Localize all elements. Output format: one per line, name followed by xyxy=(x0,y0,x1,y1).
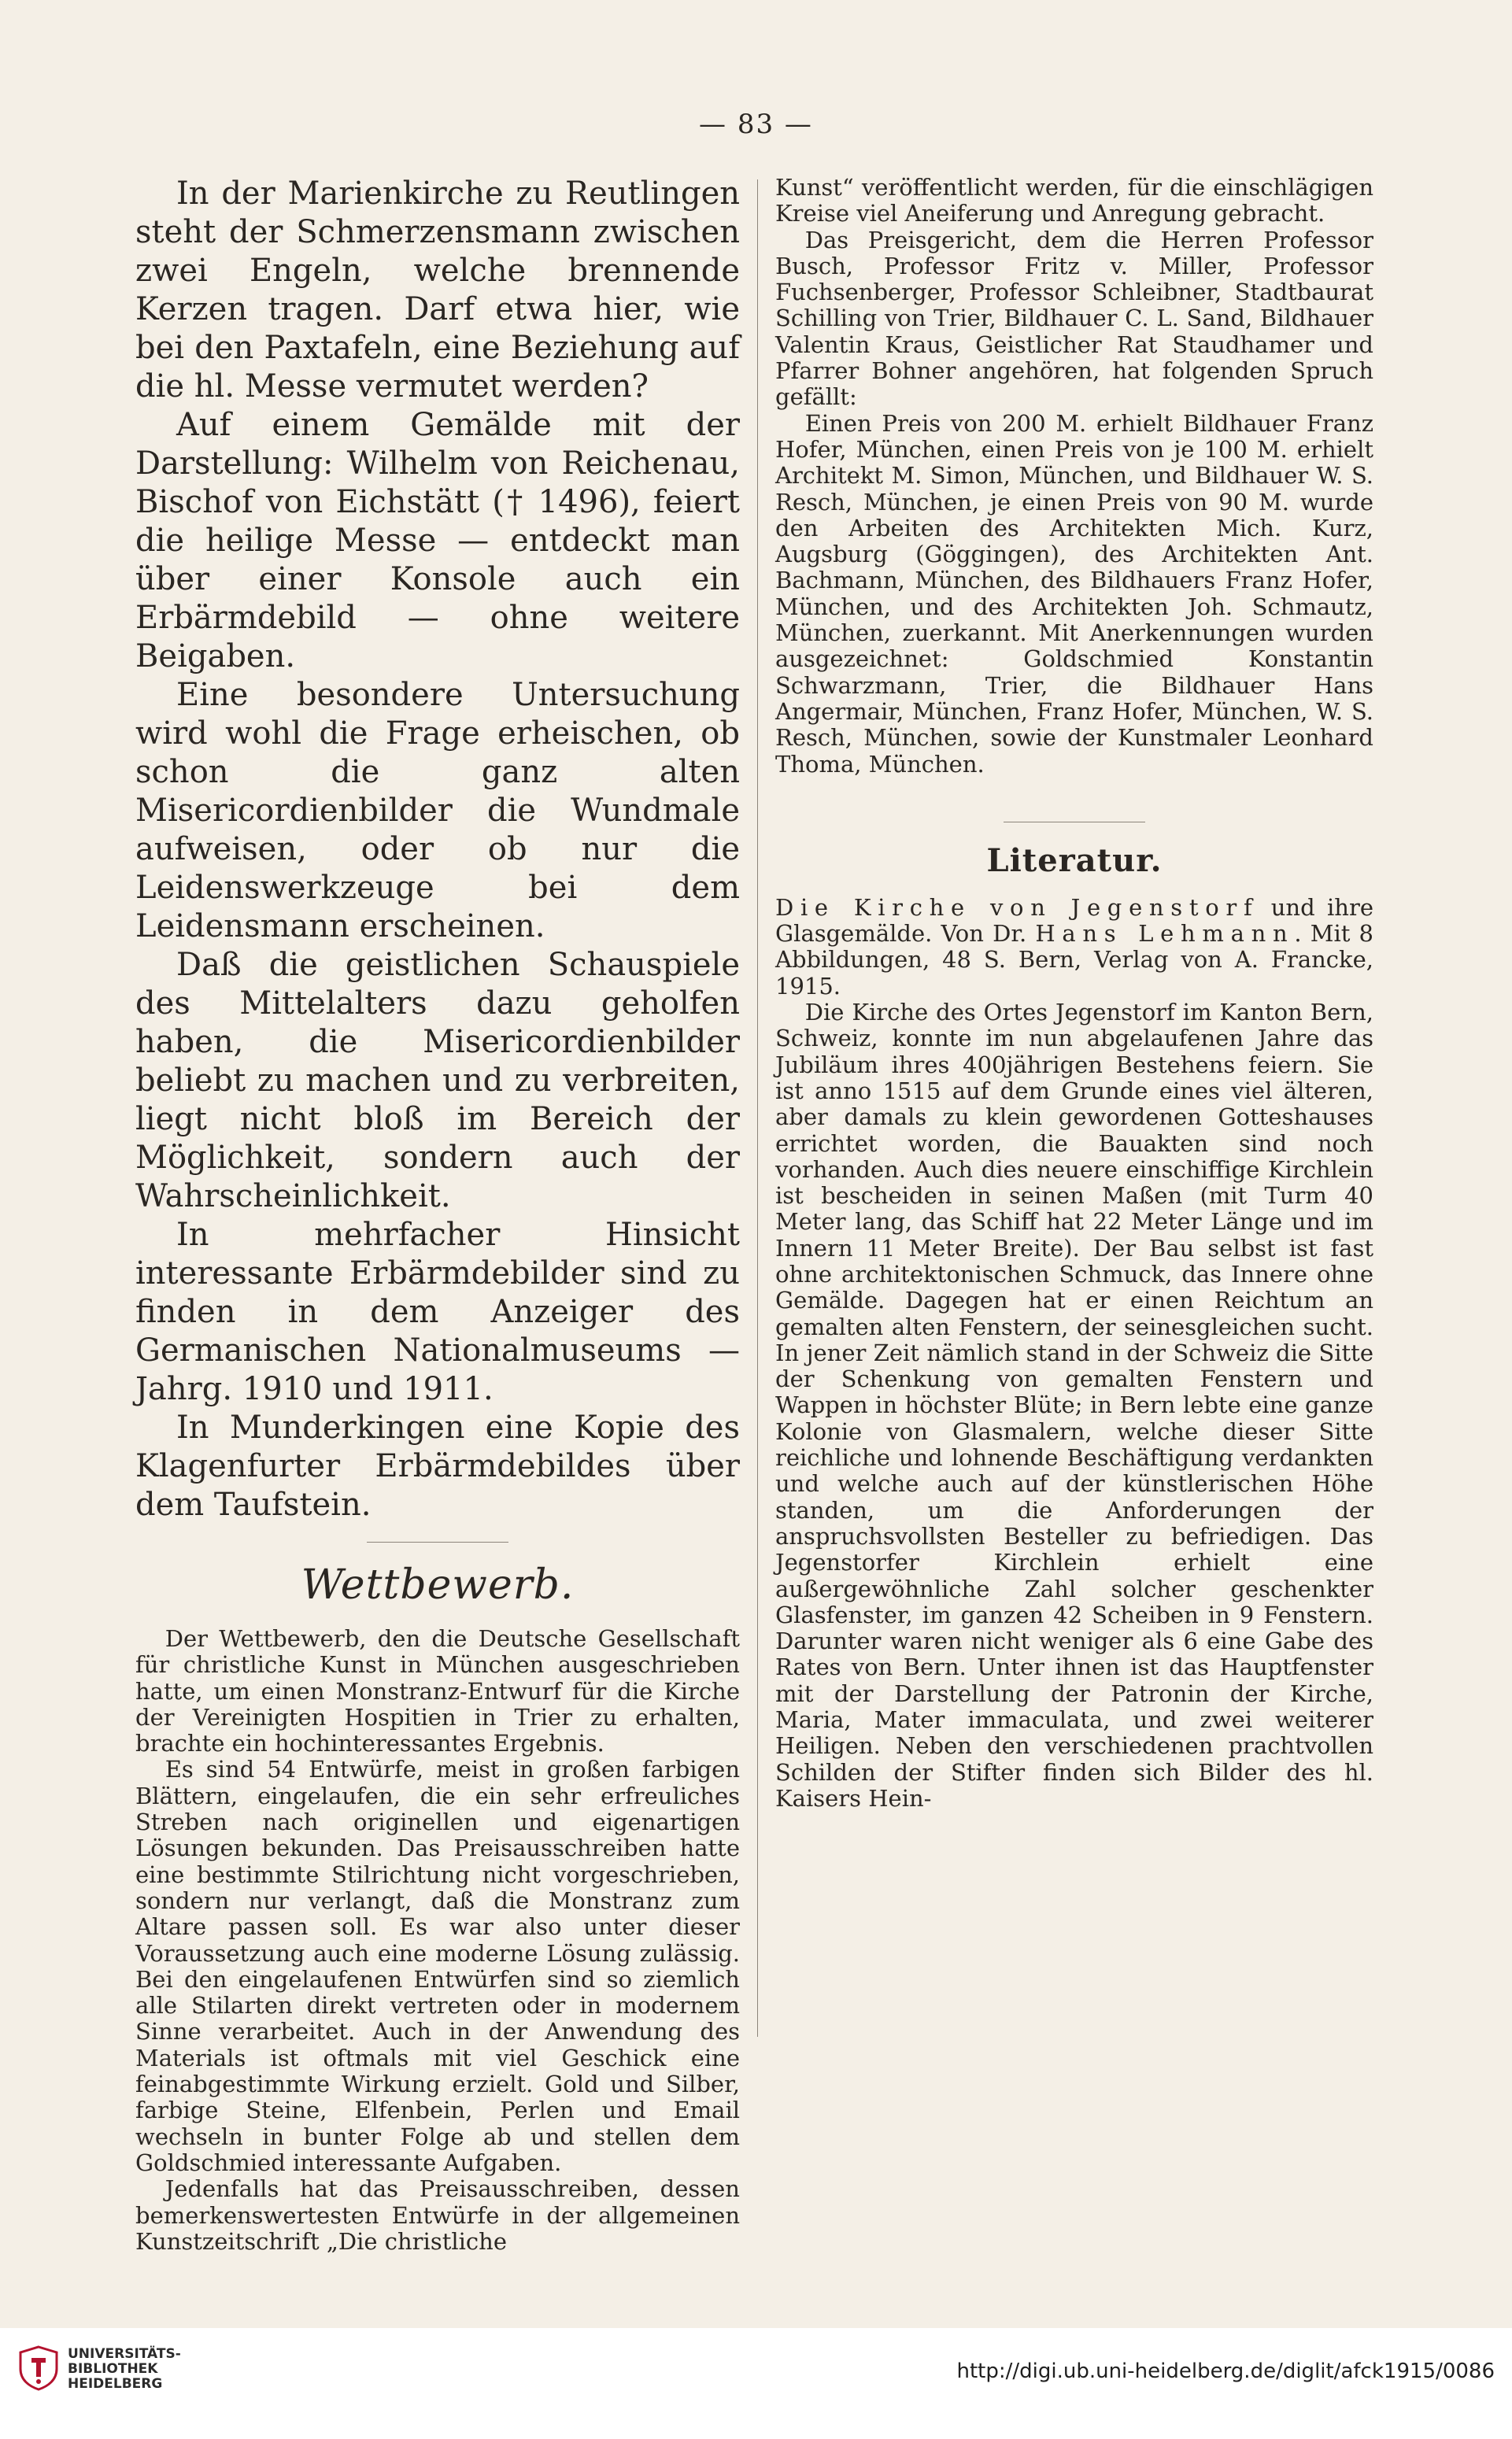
institution-line: HEIDELBERG xyxy=(68,2376,163,2392)
paragraph: Kunst“ veröffentlicht werden, für die einschlägigen Kreise viel Aneiferung und Anregung gebracht. xyxy=(775,174,1373,227)
book-reference xyxy=(775,895,1373,1000)
book-title: Die Kirche von Jegenstorf xyxy=(775,893,1259,921)
paragraph: In der Marienkirche zu Reutlingen steht der Schmerzensmann zwischen zwei Engeln, welche brennende Kerzen tragen. Darf etwa hier, wie bei den Paxtafeln, eine Beziehung auf die hl. Messe vermutet werden? xyxy=(135,176,740,405)
book-author: Hans Lehmann xyxy=(1035,920,1295,948)
paragraph: Daß die geistlichen Schauspiele des Mittelalters dazu geholfen haben, die Misericordienbilder beliebt zu machen und zu verbreiten, liegt nicht bloß im Bereich der Möglichkeit, sondern auch der Wahrscheinlichkeit. xyxy=(135,947,740,1214)
book-reference-text: und ihre Glasgemälde. Von Dr. xyxy=(775,893,1373,948)
institution-name xyxy=(68,2347,181,2392)
right-column xyxy=(775,175,1373,1812)
left-column xyxy=(135,175,740,2255)
paragraph: Eine besondere Untersuchung wird wohl die Frage erheischen, ob schon die ganz alten Misericordienbilder die Wundmale aufweisen, oder ob nur die Leidenswerkzeuge bei dem Leidensmann erscheinen. xyxy=(135,677,740,944)
paragraph: Auf einem Gemälde mit der Darstellung: Wilhelm von Reichenau, Bischof von Eichstätt († 1496), feiert die heilige Messe — entdeckt man über einer Konsole auch ein Erbärmdebild — ohne weitere Beigaben. xyxy=(135,407,740,674)
section-heading-literatur: Literatur. xyxy=(986,841,1163,879)
institution-line: UNIVERSITÄTS- xyxy=(68,2346,181,2362)
paragraph: Es sind 54 Entwürfe, meist in großen farbigen Blättern, eingelaufen, die ein sehr erfreuliches Streben nach originellen und eigenartigen Lösungen bekunden. Das Preisausschreiben hatte eine bestimmte Stilrichtung nicht vorgeschrieben, sondern nur verlangt, daß die Monstranz zum Altare passen soll. Es war also unter dieser Voraussetzung auch eine moderne Lösung zulässig. Bei den eingelaufenen Entwürfen sind so ziemlich alle Stilarten direkt vertreten oder in modernem Sinne verarbeitet. Auch in der Anwendung des Materials ist oftmals mit viel Geschick eine feinabgestimmte Wirkung erzielt. Gold und Silber, farbige Steine, Elfenbein, Perlen und Email wechseln in bunter Folge ab und stellen dem Goldschmied interessante Aufgaben. xyxy=(135,1756,740,2176)
paragraph: Die Kirche des Ortes Jegenstorf im Kanton Bern, Schweiz, konnte im nun abgelaufenen Jahre das Jubiläum ihres 400jährigen Bestehens feiern. Sie ist anno 1515 auf dem Grunde eines viel älteren, aber damals zu klein gewordenen Gotteshauses errichtet worden, die Bauakten sind noch vorhanden. Auch dies neuere einschiffige Kirchlein ist bescheiden in seinen Maßen (mit Turm 40 Meter lang, das Schiff hat 22 Meter Länge und im Innern 11 Meter Breite). Der Bau selbst ist fast ohne architektonischen Schmuck, das Innere ohne Gemälde. Dagegen hat er einen Reichtum an gemalten alten Fenstern, der seinesgleichen sucht. In jener Zeit nämlich stand in der Schweiz die Sitte der Schenkung von gemalten Fenstern und Wappen in höchster Blüte; in Bern lebte eine ganze Kolonie von Glasmalern, welche dieser Sitte reichliche und lohnende Beschäftigung verdankten und welche auch auf der künstlerischen Höhe standen, um die Anforderungen der anspruchsvollsten Besteller zu befriedigen. Das Jegenstorfer Kirchlein erhielt eine außergewöhnliche Zahl solcher geschenkter Glasfenster, im ganzen 42 Scheiben in 9 Fenstern. Darunter waren nicht weniger als 6 eine Gabe des Rates von Bern. Unter ihnen ist das Hauptfenster mit der Darstellung der Patronin der Kirche, Maria, Mater immaculata, und zwei weiterer Heiligen. Neben den verschiedenen prachtvollen Schilden der Stifter finden sich Bilder des hl. Kaisers Hein- xyxy=(775,999,1373,1812)
section-rule xyxy=(367,1542,508,1543)
paragraph: Das Preisgericht, dem die Herren Professor Busch, Professor Fritz v. Miller, Professor Fuchsenberger, Professor Schleibner, Stadtbaurat Schilling von Trier, Bildhauer C. L. Sand, Bildhauer Valentin Kraus, Geistlicher Rat Staudhamer und Pfarrer Bohner angehören, hat folgenden Spruch gefällt: xyxy=(775,226,1373,411)
institution-line: BIBLIOTHEK xyxy=(68,2361,158,2377)
paragraph: Der Wettbewerb, den die Deutsche Gesellschaft für christliche Kunst in München ausgeschrieben hatte, um einen Monstranz-Entwurf für die Kirche der Vereinigten Hospitien in Trier zu erhalten, brachte ein hochinteressantes Ergebnis. xyxy=(135,1625,740,1757)
page-number: — 83 — xyxy=(699,109,813,140)
section-heading-wettbewerb: Wettbewerb. xyxy=(301,1561,575,1609)
source-url[interactable]: http://digi.ub.uni-heidelberg.de/diglit/afck1915/0086 xyxy=(956,2360,1495,2383)
book-reference-text: . Mit 8 Abbildungen, 48 S. Bern, Verlag von A. Francke, 1915. xyxy=(775,920,1373,1000)
paragraph: In mehrfacher Hinsicht interessante Erbärmdebilder sind zu finden in dem Anzeiger des Germanischen Nationalmuseums — Jahrg. 1910 und 1911. xyxy=(135,1217,740,1407)
paragraph: Jedenfalls hat das Preisausschreiben, dessen bemerkenswertesten Entwürfe in der allgemeinen Kunstzeitschrift „Die christliche xyxy=(135,2175,740,2255)
paragraph: Einen Preis von 200 M. erhielt Bildhauer Franz Hofer, München, einen Preis von je 100 M. erhielt Architekt M. Simon, München, und Bildhauer W. S. Resch, München, je einen Preis von 90 M. wurde den Arbeiten des Architekten Mich. Kurz, Augsburg (Göggingen), des Architekten Ant. Bachmann, München, des Bildhauers Franz Hofer, München, und des Architekten Joh. Schmautz, München, zuerkannt. Mit Anerkennungen wurden ausgezeichnet: Goldschmied Konstantin Schwarzmann, Trier, die Bildhauer Hans Angermair, München, Franz Hofer, München, W. S. Resch, München, sowie der Kunstmaler Leonhard Thoma, München. xyxy=(775,409,1373,778)
footer-bar xyxy=(0,2328,1512,2439)
university-seal-icon xyxy=(17,2345,60,2391)
paragraph: In Munderkingen eine Kopie des Klagenfurter Erbärmdebildes über dem Taufstein. xyxy=(135,1410,740,1523)
column-divider xyxy=(757,179,758,2037)
